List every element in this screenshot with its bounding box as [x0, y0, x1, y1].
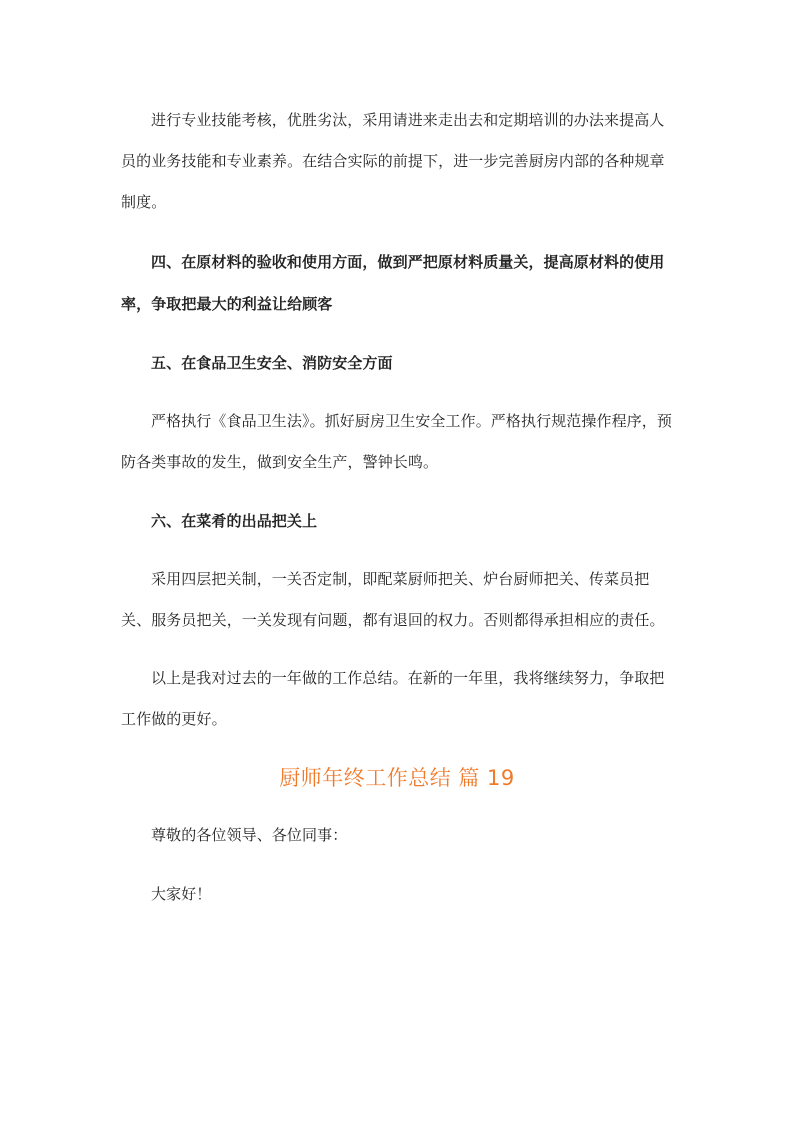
greeting: 尊敬的各位领导、各位同事： [151, 826, 348, 844]
document-body [121, 100, 673, 915]
paragraph-food-safety: 严格执行《食品卫生法》。抓好厨房卫生安全工作。严格执行规范操作程序，预防各类事故的发生，做到安全生产，警钟长鸣。 [121, 412, 673, 471]
heading-food-safety: 五、在食品卫生安全、消防安全方面 [151, 354, 393, 372]
heading-raw-materials: 四、在原材料的验收和使用方面，做到严把原材料质量关，提高原材料的使用率，争取把最大的利益让给顾客 [121, 253, 665, 313]
salutation: 大家好！ [151, 885, 212, 903]
paragraph-skills-assessment: 进行专业技能考核，优胜劣汰，采用请进来走出去和定期培训的办法来提高人员的业务技能和专业素养。在结合实际的前提下，进一步完善厨房内部的各种规章制度。 [121, 111, 665, 211]
section-title: 厨师年终工作总结 篇 19 [279, 766, 515, 790]
heading-dish-quality: 六、在菜肴的出品把关上 [151, 512, 318, 530]
paragraph-quality-control: 采用四层把关制，一关否定制，即配菜厨师把关、炉台厨师把关、传菜员把关、服务员把关，一关发现有问题，都有退回的权力。否则都得承担相应的责任。 [121, 570, 665, 629]
paragraph-conclusion: 以上是我对过去的一年做的工作总结。在新的一年里，我将继续努力，争取把工作做的更好。 [121, 669, 665, 728]
